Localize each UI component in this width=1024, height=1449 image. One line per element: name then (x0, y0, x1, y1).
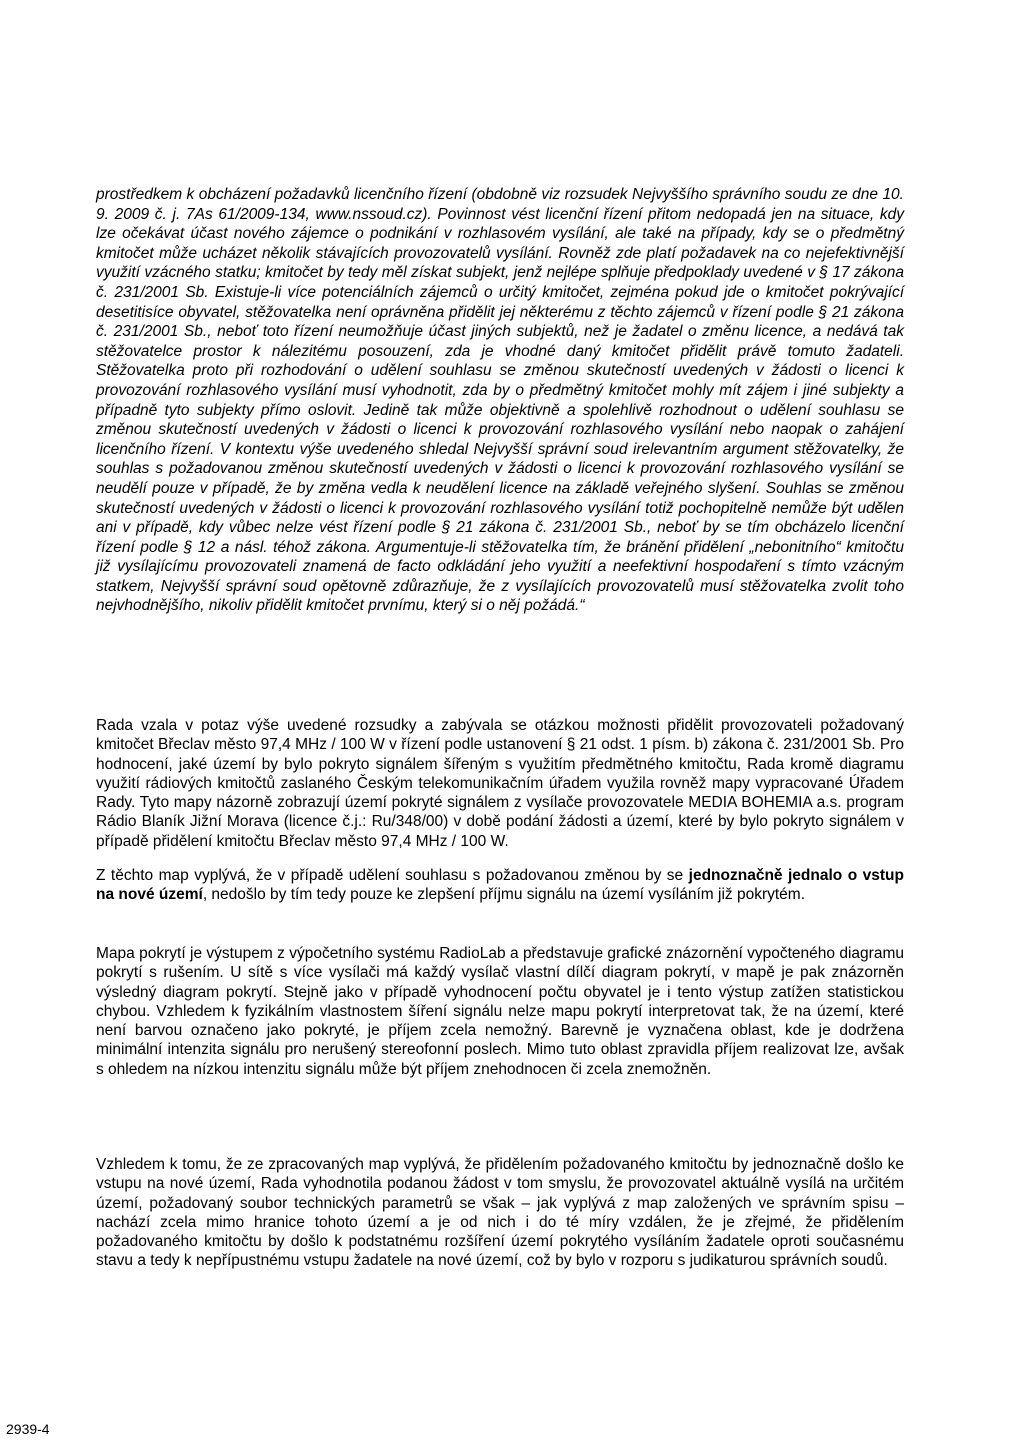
paragraph-final-assessment: Vzhledem k tomu, že ze zpracovaných map vyplývá, že přidělením požadovaného kmitočtu by jednoznačně došlo ke vstupu na nové území, Rada vyhodnotila podanou žádost v tom smyslu, že provozovatel aktuálně vysílá na určitém území, požadovaný soubor technických parametrů se však – jak vyplývá z map založených ve správním spisu – nachází zcela mimo hranice tohoto území a je od nich i do té míry vzdálen, že je zřejmé, že přidělením požadovaného kmitočtu by došlo k podstatnému rozšíření území pokrytého vysíláním žadatele oproti současnému stavu a tedy k nepřípustnému vstupu žadatele na nové území, což by bylo v rozporu s judikaturou správních soudů. (96, 1156, 904, 1270)
paragraph-map-conclusion (96, 866, 904, 905)
emphasized-text: jednoznačně jednalo o vstup na nové území (96, 867, 904, 904)
paragraph-text: Z těchto map vyplývá, že v případě udělení souhlasu s požadovanou změnou by se (96, 867, 689, 884)
page-number: 2939-4 (6, 1421, 50, 1437)
paragraph-text: , nedošlo by tím tedy pouze ke zlepšení příjmu signálu na území vysíláním již pokrytém. (202, 886, 806, 904)
quoted-judgment-paragraph: prostředkem k obcházení požadavků licenčního řízení (obdobně viz rozsudek Nejvyššího správního soudu ze dne 10. 9. 2009 č. j. 7As 61/2009-134, www.nssoud.cz). Povinnost vést licenční řízení přitom nedopadá jen na situace, kdy lze očekávat účast nového zájemce o podnikání v rozhlasovém vysílání, ale také na případy, kdy se o předmětný kmitočet může ucházet několik stávajících provozovatelů vysílání. Rovněž zde platí požadavek na co nejefektivnější využití vzácného statku; kmitočet by tedy měl získat subjekt, jenž nejlépe splňuje předpoklady uvedené v § 17 zákona č. 231/2001 Sb. Existuje-li více potenciálních zájemců o určitý kmitočet, zejména pokud jde o kmitočet pokrývající desetitisíce obyvatel, stěžovatelka není oprávněna přidělit jej některému z těchto zájemců v řízení podle § 21 zákona č. 231/2001 Sb., neboť toto řízení neumožňuje účast jiných subjektů, než je žadatel o změnu licence, a nedává tak stěžovatelce prostor k nálezitému posouzení, zda je vhodné daný kmitočet přidělit právě tomuto žadateli. Stěžovatelka proto při rozhodování o udělení souhlasu se změnou skutečností uvedených v žádosti o licenci k provozování rozhlasového vysílání musí vyhodnotit, zda by o předmětný kmitočet mohly mít zájem i jiné subjekty a případně tyto subjekty přímo oslovit. Jedině tak může objektivně a spolehlivě rozhodnout o udělení souhlasu se změnou skutečností uvedených v žádosti o licenci k provozování rozhlasového vysílání nebo naopak o zahájení licenčního řízení. V kontextu výše uvedeného shledal Nejvyšší správní soud irelevantním argument stěžovatelky, že souhlas s požadovanou změnou skutečností uvedených v žádosti o licenci k provozování rozhlasového vysílání se neudělí pouze v případě, že by změna vedla k neudělení licence na základě veřejného slyšení. Souhlas se změnou skutečností uvedených v žádosti o licenci k provozování rozhlasového vysílání totiž pochopitelně nemůže být udělen ani v případě, kdy vůbec nelze vést řízení podle § 21 zákona č. 231/2001 Sb., neboť by se tím obcházelo licenční řízení podle § 12 a násl. téhož zákona. Argumentuje-li stěžovatelka tím, že bránění přidělení „nebonitního“ kmitočtu již vysílajícímu provozovateli znamená de facto odkládání jeho využití a neefektivní hospodaření s tímto vzácným statkem, Nejvyšší správní soud opětovně zdůrazňuje, že z vysílajících provozovatelů musí stěžovatelka zvolit toho nejvhodnějšího, nikoliv přidělit kmitočet prvnímu, který si o něj požádá.“ (96, 186, 904, 615)
paragraph-council-consideration: Rada vzala v potaz výše uvedené rozsudky a zabývala se otázkou možnosti přidělit provozovateli požadovaný kmitočet Břeclav město 97,4 MHz / 100 W v řízení podle ustanovení § 21 odst. 1 písm. b) zákona č. 231/2001 Sb. Pro hodnocení, jaké území by bylo pokryto signálem šířeným s využitím předmětného kmitočtu, Rada kromě diagramu využití rádiových kmitočtů zaslaného Českým telekomunikačním úřadem využila rovněž mapy vypracované Úřadem Rady. Tyto mapy názorně zobrazují území pokryté signálem z vysílače provozovatele MEDIA BOHEMIA a.s. program Rádio Blaník Jižní Morava (licence č.j.: Ru/348/00) v době podání žádosti a území, které by bylo pokryto signálem v případě přidělení kmitočtu Břeclav město 97,4 MHz / 100 W. (96, 717, 904, 850)
paragraph-coverage-map-explanation: Mapa pokrytí je výstupem z výpočetního systému RadioLab a představuje grafické znázornění vypočteného diagramu pokrytí s rušením. U sítě s více vysílači má každý vysílač vlastní dílčí diagram pokrytí, v mapě je pak znázorněn výsledný diagram pokrytí. Stejně jako v případě vyhodnocení počtu obyvatel je i tento výstup zatížen statistickou chybou. Vzhledem k fyzikálním vlastnostem šíření signálu nelze mapu pokrytí interpretovat tak, že na území, které není barvou označeno jako pokryté, je příjem zcela nemožný. Barevně je vyznačena oblast, kde je dodržena minimální intenzita signálu pro nerušený stereofonní poslech. Mimo tuto oblast zpravidla příjem realizovat lze, avšak s ohledem na nízkou intenzitu signálu může být příjem znehodnocen či zcela znemožněn. (96, 945, 904, 1078)
